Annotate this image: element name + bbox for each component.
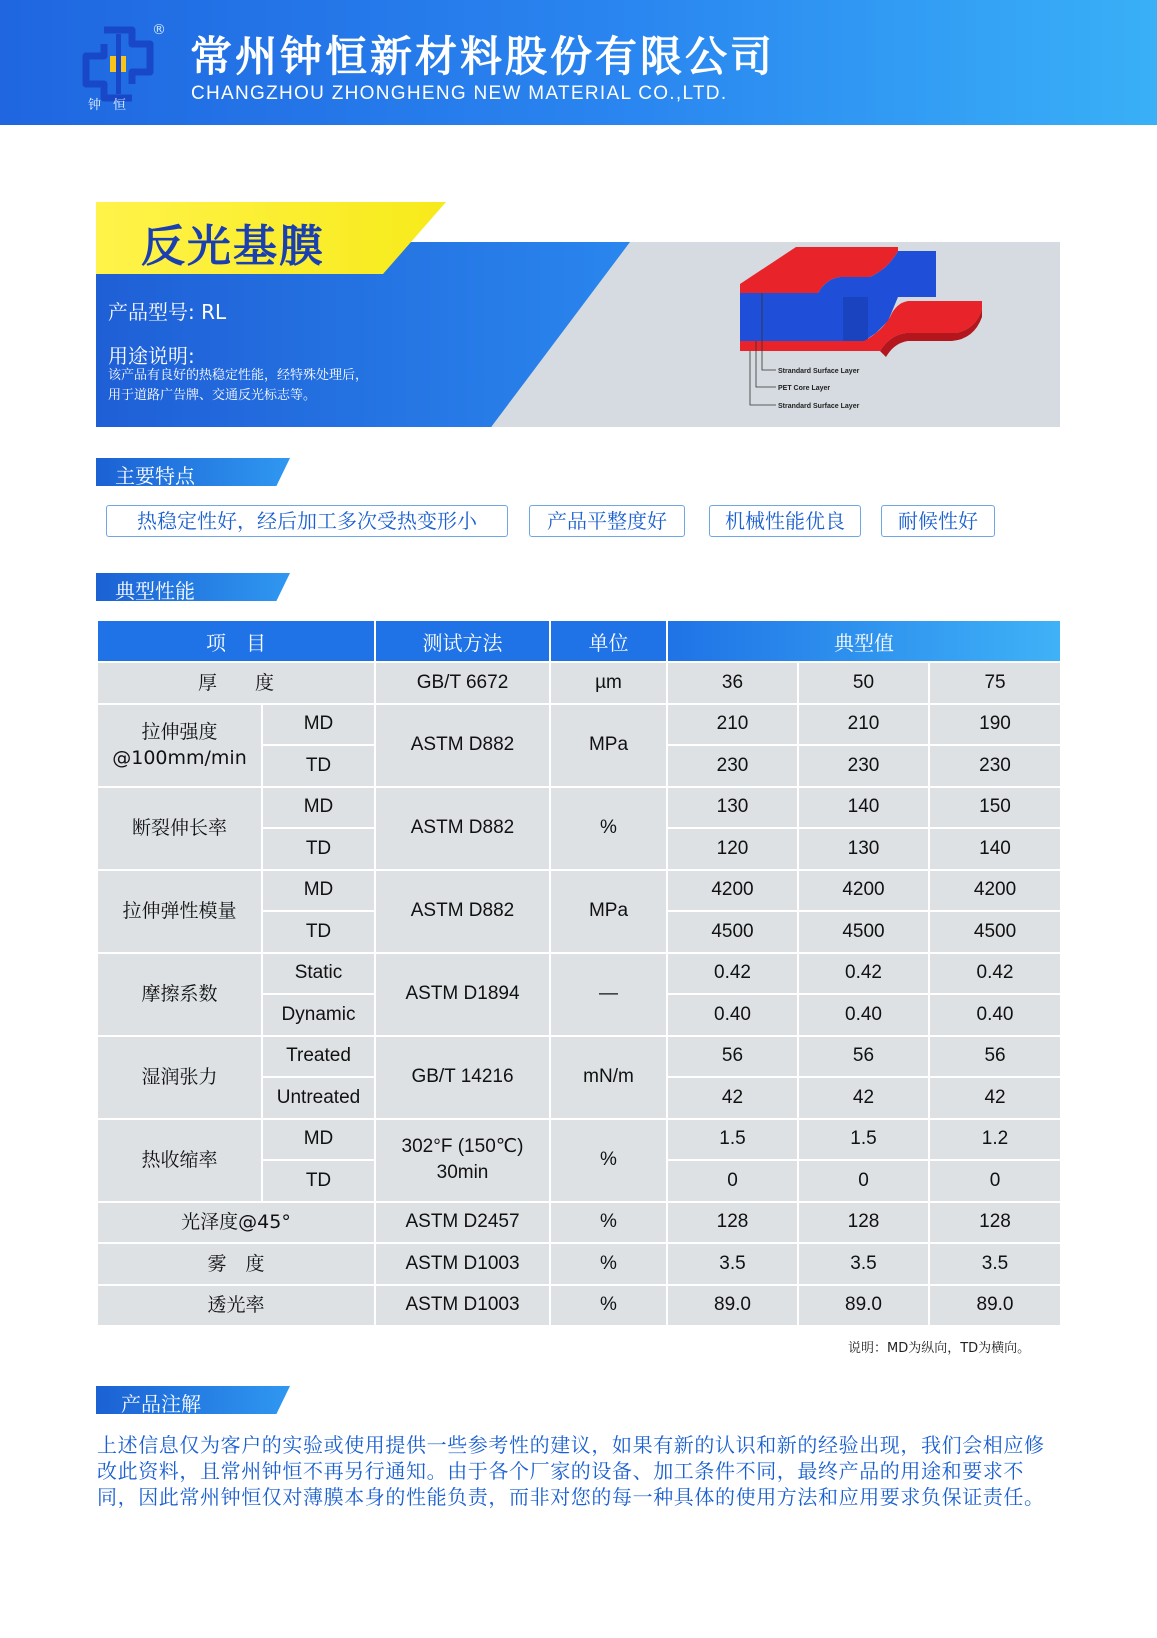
row-item-label: 拉伸强度 @100mm/min: [97, 704, 262, 787]
row-test-method: ASTM D2457: [375, 1202, 550, 1244]
feature-weather-resistance: 耐候性好: [881, 505, 995, 537]
row-value: 0.40: [667, 994, 798, 1036]
row-sub-label: Static: [262, 953, 375, 995]
feature-flatness: 产品平整度好: [529, 505, 685, 537]
row-item-label: 摩擦系数: [97, 953, 262, 1036]
row-test-method: GB/T 14216: [375, 1036, 550, 1119]
table-row: [97, 1119, 1061, 1161]
usage-line-2: 用于道路广告牌、交通反光标志等。: [108, 388, 317, 403]
row-value: 89.0: [667, 1285, 798, 1327]
company-name-cn: 常州钟恒新材料股份有限公司: [190, 32, 776, 81]
row-unit: —: [550, 953, 667, 1036]
usage-line-1: 该产品有良好的热稳定性能，经特殊处理后，: [108, 368, 369, 383]
row-value: 0.40: [798, 994, 929, 1036]
row-item-label: 透光率: [97, 1285, 375, 1327]
row-value: 4200: [798, 870, 929, 912]
disclaimer-text: 上述信息仅为客户的实验或使用提供一些参考性的建议，如果有新的认识和新的经验出现，我们会相应修改此资料，且常州钟恒不再另行通知。由于各个厂家的设备、加工条件不同，最终产品的用途和要求不同，因此常州钟恒仅对薄膜本身的性能负责，而非对您的每一种具体的使用方法和应用要求负保证责任。: [97, 1433, 1045, 1509]
row-value: 0.42: [667, 953, 798, 995]
row-unit: %: [550, 787, 667, 870]
row-unit: MPa: [550, 870, 667, 953]
row-value: 89.0: [798, 1285, 929, 1327]
row-test-method: ASTM D1003: [375, 1243, 550, 1285]
row-value: 230: [667, 745, 798, 787]
properties-heading: 典型性能: [115, 579, 195, 603]
row-value: 56: [929, 1036, 1061, 1078]
row-sub-label: MD: [262, 787, 375, 829]
row-value: 0.42: [798, 953, 929, 995]
row-sub-label: MD: [262, 704, 375, 746]
table-row: [97, 704, 1061, 746]
row-value: 230: [798, 745, 929, 787]
row-item-label: 拉伸弹性模量: [97, 870, 262, 953]
layer-label-top: Strandard Surface Layer: [778, 368, 860, 375]
row-value: 150: [929, 787, 1061, 829]
row-sub-label: TD: [262, 1160, 375, 1202]
row-value: 50: [798, 662, 929, 704]
row-value: 1.5: [667, 1119, 798, 1161]
row-sub-label: Untreated: [262, 1077, 375, 1119]
row-value: 210: [667, 704, 798, 746]
row-value: 120: [667, 828, 798, 870]
table-row: [97, 1285, 1061, 1327]
features-heading: 主要特点: [115, 464, 195, 488]
row-unit: %: [550, 1285, 667, 1327]
row-value: 0.40: [929, 994, 1061, 1036]
row-value: 130: [667, 787, 798, 829]
row-value: 42: [667, 1077, 798, 1119]
row-value: 42: [929, 1077, 1061, 1119]
logo-caption: 钟恒: [88, 98, 139, 113]
row-value: 230: [929, 745, 1061, 787]
row-value: 190: [929, 704, 1061, 746]
row-value: 3.5: [929, 1243, 1061, 1285]
row-unit: mN/m: [550, 1036, 667, 1119]
row-value: 89.0: [929, 1285, 1061, 1327]
header-item: 项 目: [97, 620, 375, 662]
company-name-en: CHANGZHOU ZHONGHENG NEW MATERIAL CO.,LTD.: [191, 83, 728, 104]
row-value: 75: [929, 662, 1061, 704]
row-value: 3.5: [667, 1243, 798, 1285]
row-unit: %: [550, 1202, 667, 1244]
row-item-label: 断裂伸长率: [97, 787, 262, 870]
row-value: 140: [798, 787, 929, 829]
row-value: 4500: [798, 911, 929, 953]
properties-table-body: [97, 662, 1061, 1326]
feature-mechanical: 机械性能优良: [709, 505, 861, 537]
row-value: 3.5: [798, 1243, 929, 1285]
row-test-method: ASTM D882: [375, 787, 550, 870]
product-model: 产品型号: RL: [108, 300, 227, 324]
row-sub-label: Treated: [262, 1036, 375, 1078]
row-value: 4200: [667, 870, 798, 912]
table-row: [97, 787, 1061, 829]
header-method: 测试方法: [375, 620, 550, 662]
row-value: 4200: [929, 870, 1061, 912]
film-layer-diagram: [738, 247, 988, 422]
row-value: 128: [798, 1202, 929, 1244]
row-unit: µm: [550, 662, 667, 704]
layer-label-bottom: Strandard Surface Layer: [778, 403, 860, 410]
row-value: 210: [798, 704, 929, 746]
row-value: 140: [929, 828, 1061, 870]
row-test-method: ASTM D1003: [375, 1285, 550, 1327]
row-sub-label: MD: [262, 1119, 375, 1161]
row-item-label: 雾 度: [97, 1243, 375, 1285]
feature-thermal-stability: 热稳定性好，经后加工多次受热变形小: [106, 505, 508, 537]
row-sub-label: MD: [262, 870, 375, 912]
table-row: [97, 870, 1061, 912]
row-value: 42: [798, 1077, 929, 1119]
row-value: 4500: [929, 911, 1061, 953]
row-value: 36: [667, 662, 798, 704]
row-sub-label: TD: [262, 745, 375, 787]
row-item-label: 热收缩率: [97, 1119, 262, 1202]
row-item-label: 厚 度: [97, 662, 375, 704]
row-test-method: GB/T 6672: [375, 662, 550, 704]
usage-heading: 用途说明:: [108, 344, 195, 368]
table-row: [97, 662, 1061, 704]
notes-heading: 产品注解: [121, 1392, 201, 1416]
header-unit: 单位: [550, 620, 667, 662]
table-note: 说明：MD为纵向，TD为横向。: [848, 1341, 1031, 1356]
row-value: 4500: [667, 911, 798, 953]
row-test-method: 302°F (150℃) 30min: [375, 1119, 550, 1202]
row-test-method: ASTM D1894: [375, 953, 550, 1036]
registered-mark: ®: [152, 22, 166, 38]
row-value: 128: [667, 1202, 798, 1244]
row-sub-label: TD: [262, 828, 375, 870]
table-row: [97, 1036, 1061, 1078]
product-title: 反光基膜: [141, 221, 325, 272]
table-row: [97, 1202, 1061, 1244]
row-unit: %: [550, 1243, 667, 1285]
row-unit: %: [550, 1119, 667, 1202]
row-value: 56: [667, 1036, 798, 1078]
header-typical-value: 典型值: [667, 620, 1061, 662]
row-item-label: 湿润张力: [97, 1036, 262, 1119]
table-row: [97, 1243, 1061, 1285]
table-row: [97, 953, 1061, 995]
row-value: 0: [667, 1160, 798, 1202]
row-value: 1.2: [929, 1119, 1061, 1161]
row-value: 1.5: [798, 1119, 929, 1161]
row-value: 0.42: [929, 953, 1061, 995]
company-header: [0, 0, 1157, 125]
row-value: 56: [798, 1036, 929, 1078]
row-value: 0: [929, 1160, 1061, 1202]
properties-table: [96, 619, 1062, 1327]
row-value: 128: [929, 1202, 1061, 1244]
row-test-method: ASTM D882: [375, 870, 550, 953]
row-sub-label: Dynamic: [262, 994, 375, 1036]
row-value: 0: [798, 1160, 929, 1202]
layer-label-core: PET Core Layer: [778, 385, 831, 392]
row-value: 130: [798, 828, 929, 870]
row-sub-label: TD: [262, 911, 375, 953]
row-unit: MPa: [550, 704, 667, 787]
row-item-label: 光泽度@45°: [97, 1202, 375, 1244]
row-test-method: ASTM D882: [375, 704, 550, 787]
